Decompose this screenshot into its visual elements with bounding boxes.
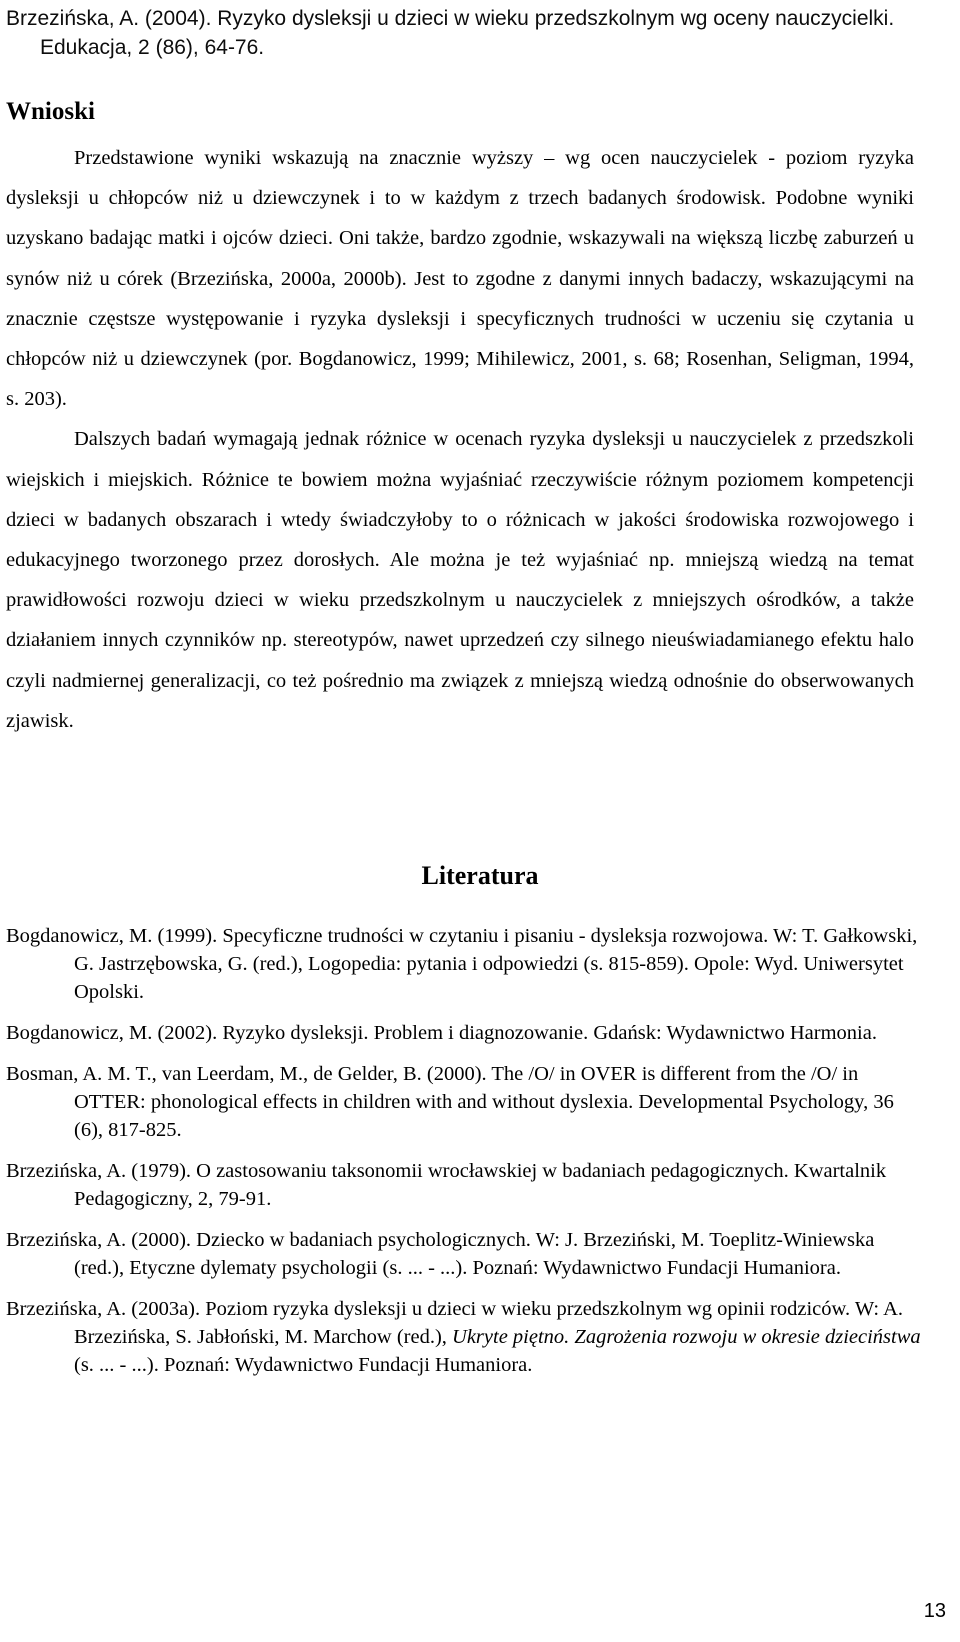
citation-line-2: Edukacja, 2 (86), 64-76.	[40, 36, 265, 59]
reference-item	[6, 1295, 926, 1379]
reference-item: Bogdanowicz, M. (2002). Ryzyko dysleksji. Problem i diagnozowanie. Gdańsk: Wydawnictwo Harmonia.	[6, 1022, 877, 1044]
reference-item: Brzezińska, A. (2000). Dziecko w badaniach psychologicznych. W: J. Brzeziński, M. Toeplitz-Winiewska (red.), Etyczne dylematy psychologii (s. ... - ...). Poznań: Wydawnictwo Fundacji Humaniora.	[6, 1229, 875, 1279]
reference-text: Brzezińska, A. (2003a). Poziom ryzyka dysleksji u dzieci w wieku przedszkolnym wg opinii rodziców. W: A. Brzezińska, S. Jabłoński, M. Marchow (red.),	[6, 1298, 904, 1348]
reference-item: Brzezińska, A. (1979). O zastosowaniu taksonomii wrocławskiej w badaniach pedagogicznych. Kwartalnik Pedagogiczny, 2, 79-91.	[6, 1160, 887, 1210]
reference-text: (s. ... - ...). Poznań: Wydawnictwo Fundacji Humaniora.	[74, 1354, 533, 1376]
reference-list	[6, 922, 926, 1392]
conclusions-paragraph-1: Przedstawione wyniki wskazują na znacznie wyższy – wg ocen nauczycielek - poziom ryzyka dysleksji u chłopców niż u dziewczynek i to w każdym z trzech badanych środowisk. Podobne wyniki uzyskano badając matki i ojców dzieci. Oni także, bardzo zgodnie, wskazywali na większą liczbę zaburzeń u synów niż u córek (Brzezińska, 2000a, 2000b). Jest to zgodne z danymi innych badaczy, wskazującymi na znacznie częstsze występowanie i ryzyka dysleksji i specyficznych trudności w uczeniu się czytania u chłopców niż u dziewczynek (por. Bogdanowicz, 1999; Mihilewicz, 2001, s. 68; Rosenhan, Seligman, 1994, s. 203).	[6, 147, 914, 411]
conclusions-body	[6, 138, 914, 741]
conclusions-paragraph-2: Dalszych badań wymagają jednak różnice w ocenach ryzyka dysleksji u nauczycielek z przedszkoli wiejskich i miejskich. Różnice te bowiem można wyjaśniać rzeczywiście różnym poziomem kompetencji dzieci w badanych obszarach i wtedy świadczyłoby to o różnicach w jakości środowiska rozwojowego i edukacyjnego tworzonego przez dorosłych. Ale można je też wyjaśniać np. mniejszą wiedzą na temat prawidłowości rozwoju dzieci w wieku przedszkolnym u nauczycielek z mniejszych ośrodków, a także działaniem innych czynników np. stereotypów, nawet uprzedzeń czy silnego nieuświadamianego efektu halo czyli nadmiernej generalizacji, co też pośrednio ma związek z mniejszą wiedzą odnośnie do obserwowanych zjawisk.	[6, 428, 914, 732]
literature-heading: Literatura	[421, 861, 539, 890]
conclusions-heading: Wnioski	[6, 98, 95, 125]
reference-item: Bosman, A. M. T., van Leerdam, M., de Gelder, B. (2000). The /O/ in OVER is different from the /O/ in OTTER: phonological effects in children with and without dyslexia. Developmental Psychology, 36 (6), 817-825.	[6, 1063, 894, 1141]
page-number: 13	[923, 1600, 946, 1622]
reference-italic-title: Ukryte piętno. Zagrożenia rozwoju w okresie dzieciństwa	[452, 1326, 921, 1348]
reference-item: Bogdanowicz, M. (1999). Specyficzne trudności w czytaniu i pisaniu - dysleksja rozwojowa. W: T. Gałkowski, G. Jastrzębowska, G. (red.), Logopedia: pytania i odpowiedzi (s. 815-859). Opole: Wyd. Uniwersytet Opolski.	[6, 925, 918, 1003]
running-header-citation	[6, 4, 946, 62]
citation-line-1: Brzezińska, A. (2004). Ryzyko dysleksji u dzieci w wieku przedszkolnym wg oceny nauczycielki.	[6, 7, 895, 30]
